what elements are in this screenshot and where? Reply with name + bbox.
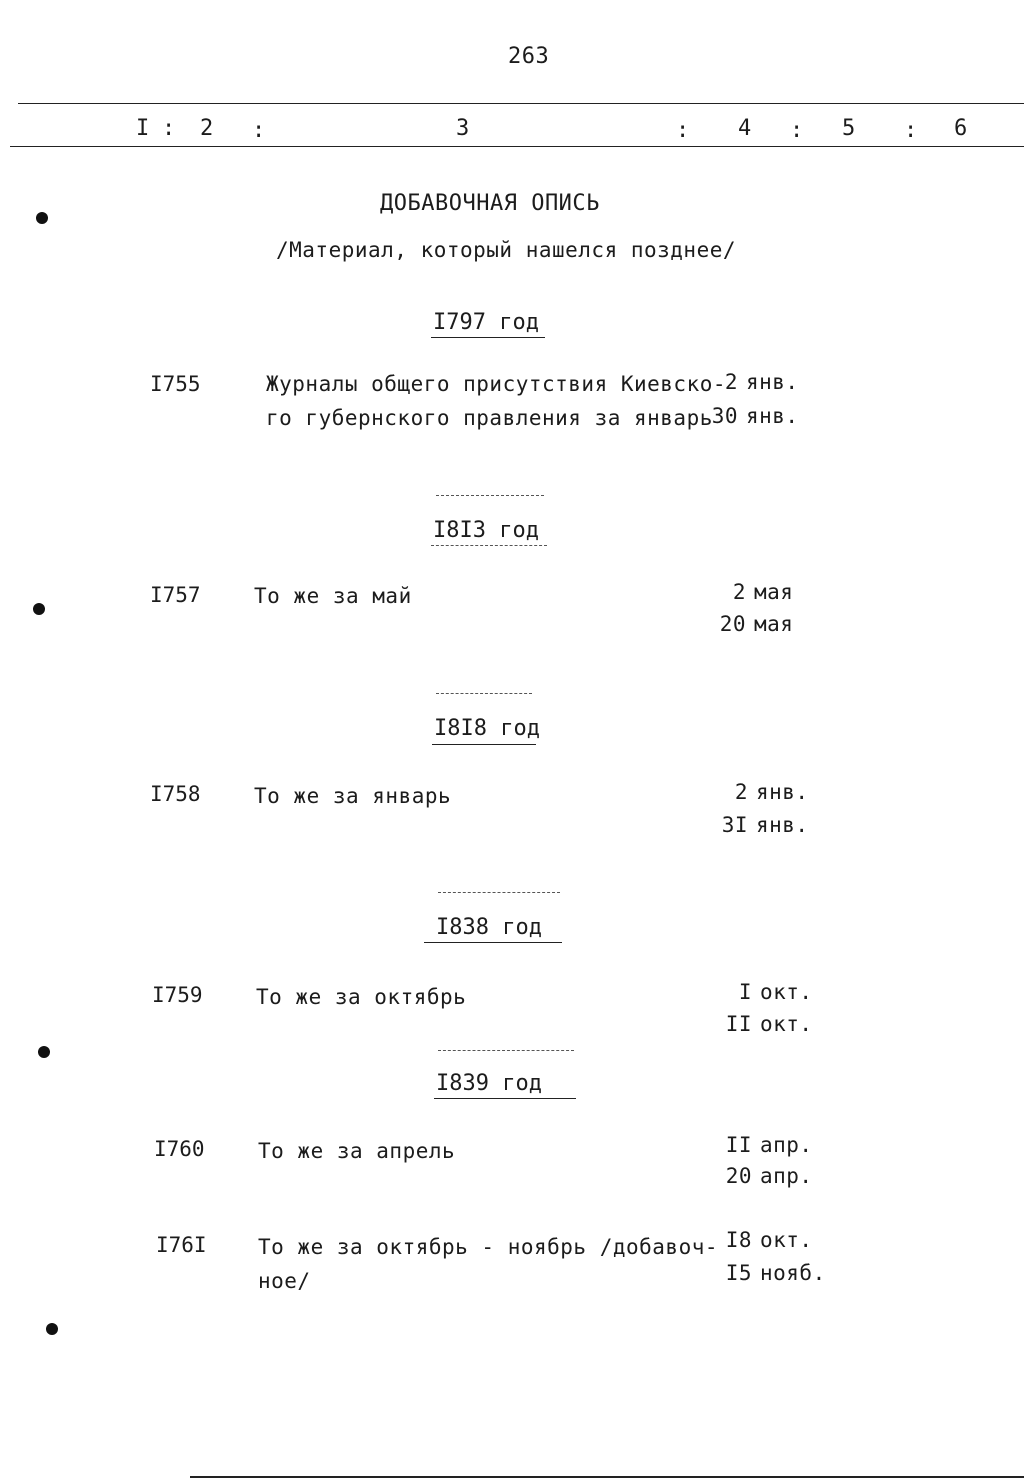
entry-number: I757 [150, 583, 201, 607]
binder-hole-icon [33, 603, 45, 615]
date-month: апр. [760, 1133, 813, 1157]
date-day: II [725, 1012, 752, 1036]
date-day: 30 [711, 404, 738, 428]
entry-number: I760 [154, 1137, 205, 1161]
column-number-2: 2 [200, 116, 214, 141]
column-number-4: 4 [738, 116, 752, 141]
entry-title-line: То же за май [254, 584, 412, 608]
year-underline [434, 1098, 576, 1099]
date-month: мая [754, 580, 794, 604]
date-day: 2 [734, 780, 748, 804]
column-number-3: 3 [456, 116, 470, 141]
entry-title-line: То же за январь [254, 784, 452, 808]
date-month: янв. [756, 813, 809, 837]
date-day: 3I [721, 813, 748, 837]
entry-title-line: Журналы общего присутствия Киевско- [266, 372, 727, 396]
section-divider [436, 693, 532, 694]
entry-date-start [716, 1133, 813, 1157]
year-underline [431, 545, 547, 546]
column-number-1: I [136, 116, 150, 141]
binder-hole-icon [36, 212, 48, 224]
year-underline [431, 337, 545, 338]
entry-title-line: То же за октябрь [256, 985, 467, 1009]
page-bottom-edge [190, 1476, 1024, 1478]
entry-number: I76I [156, 1233, 207, 1257]
date-month: окт. [760, 980, 813, 1004]
document-title: ДОБАВОЧНАЯ ОПИСЬ [380, 191, 600, 216]
year-heading: I838 год [436, 915, 542, 940]
header-top-rule [18, 103, 1024, 104]
page-number: 263 [508, 44, 550, 69]
entry-title-line: То же за октябрь - ноябрь /добавоч- [258, 1235, 719, 1259]
section-divider [438, 892, 560, 893]
date-day: 20 [725, 1164, 752, 1188]
date-month: нояб. [760, 1261, 826, 1285]
entry-title-line: То же за апрель [258, 1139, 456, 1163]
entry-date-start [716, 980, 813, 1004]
date-month: янв. [746, 370, 799, 394]
entry-number: I759 [152, 983, 203, 1007]
entry-date-end [716, 1164, 813, 1188]
entry-date-end [716, 1012, 813, 1036]
column-separator: : [676, 118, 690, 143]
entry-date-end [716, 1261, 826, 1285]
column-separator: : [790, 118, 804, 143]
date-day: 20 [719, 612, 746, 636]
year-underline [424, 942, 562, 943]
date-day: II [725, 1133, 752, 1157]
section-divider [436, 495, 544, 496]
date-month: янв. [756, 780, 809, 804]
date-day: 2 [724, 370, 738, 394]
date-day: I5 [725, 1261, 752, 1285]
header-bottom-rule [10, 146, 1024, 147]
date-day: I [738, 980, 752, 1004]
year-heading: I797 год [433, 310, 539, 335]
column-separator: : [162, 116, 176, 141]
date-day: 2 [732, 580, 746, 604]
document-subtitle: /Материал, который нашелся позднее/ [276, 238, 737, 262]
entry-number: I755 [150, 372, 201, 396]
entry-date-start [716, 1228, 813, 1252]
column-number-6: 6 [954, 116, 968, 141]
entry-title-line: ное/ [258, 1269, 311, 1293]
entry-date-start [710, 580, 793, 604]
year-underline [432, 744, 536, 745]
entry-date-start [702, 370, 799, 394]
entry-date-start [712, 780, 809, 804]
column-separator: : [252, 118, 266, 143]
binder-hole-icon [38, 1046, 50, 1058]
date-month: мая [754, 612, 794, 636]
column-number-5: 5 [842, 116, 856, 141]
year-heading: I8I8 год [434, 716, 540, 741]
date-day: I8 [725, 1228, 752, 1252]
section-divider [438, 1050, 574, 1051]
year-heading: I839 год [436, 1071, 542, 1096]
date-month: апр. [760, 1164, 813, 1188]
entry-date-end [710, 612, 793, 636]
date-month: янв. [746, 404, 799, 428]
date-month: окт. [760, 1228, 813, 1252]
year-heading: I8I3 год [433, 518, 539, 543]
date-month: окт. [760, 1012, 813, 1036]
binder-hole-icon [46, 1323, 58, 1335]
entry-date-end [702, 404, 799, 428]
column-separator: : [904, 118, 918, 143]
entry-date-end [712, 813, 809, 837]
entry-number: I758 [150, 782, 201, 806]
entry-title-line: го губернского правления за январь [266, 406, 713, 430]
